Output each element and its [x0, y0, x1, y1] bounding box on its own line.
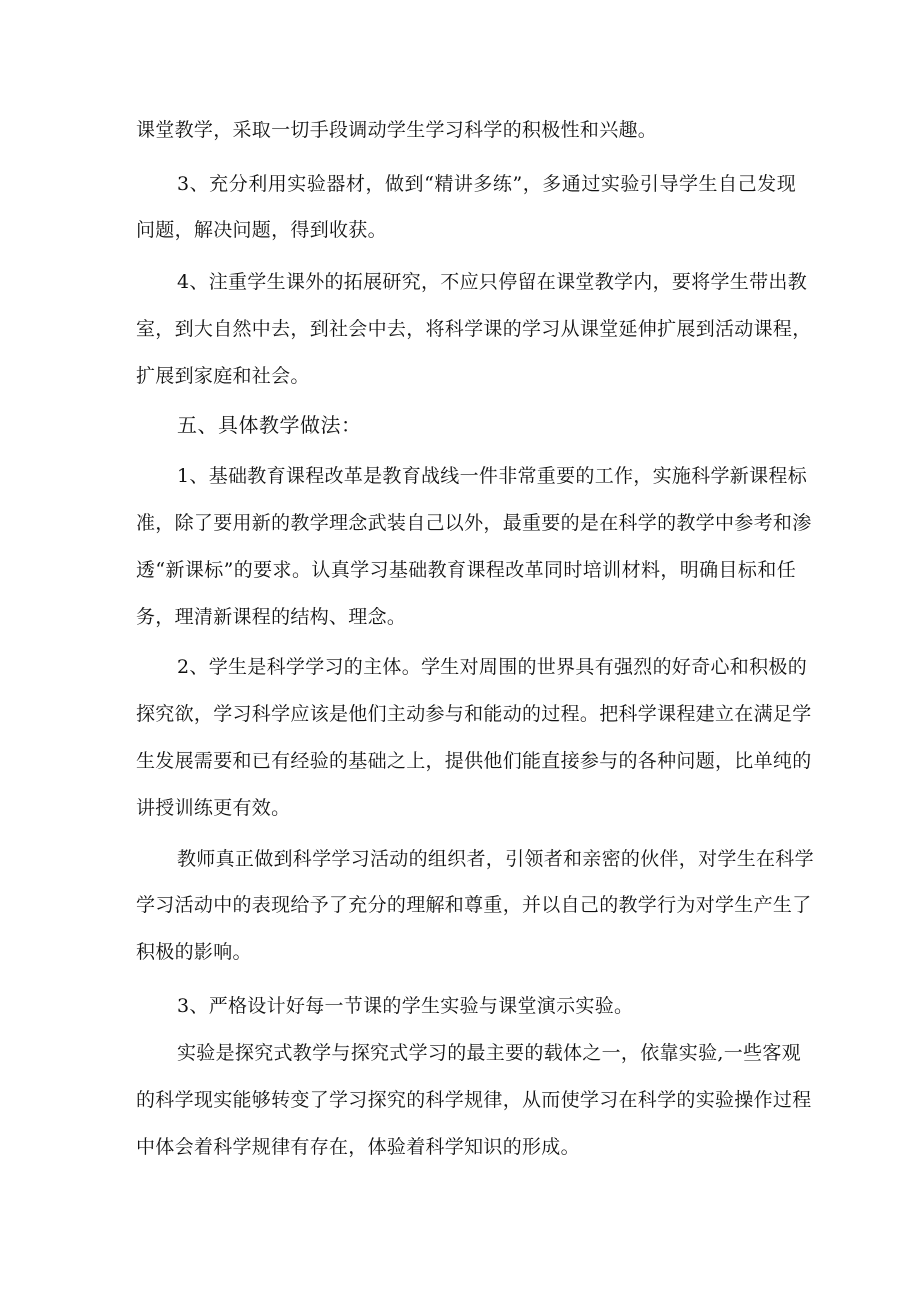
section-heading: 五、具体教学做法： [177, 413, 362, 437]
paragraph-line: 室，到大自然中去，到社会中去，将科学课的学习从课堂延伸扩展到活动课程， [136, 318, 812, 340]
paragraph-line: 2、学生是科学学习的主体。学生对周围的世界具有强烈的好奇心和积极的 [177, 656, 807, 678]
paragraph-line: 探究欲，学习科学应该是他们主动参与和能动的过程。把科学课程建立在满足学 [136, 703, 812, 725]
paragraph-line: 学习活动中的表现给予了充分的理解和尊重，并以自己的教学行为对学生产生了 [136, 894, 812, 916]
paragraph-line: 问题，解决问题，得到收获。 [136, 219, 387, 241]
paragraph-line: 准，除了要用新的教学理念武装自己以外，最重要的是在科学的教学中参考和渗 [136, 512, 812, 534]
paragraph-line: 讲授训练更有效。 [136, 797, 291, 819]
paragraph-line: 透“新课标”的要求。认真学习基础教育课程改革同时培训材料，明确目标和任 [136, 559, 796, 581]
paragraph-line: 3、严格设计好每一节课的学生实验与课堂演示实验。 [177, 995, 634, 1017]
paragraph-line: 务，理清新课程的结构、理念。 [136, 606, 407, 628]
paragraph-line: 的科学现实能够转变了学习探究的科学规律，从而使学习在科学的实验操作过程 [136, 1089, 812, 1111]
paragraph-line: 课堂教学，采取一切手段调动学生学习科学的积极性和兴趣。 [136, 119, 658, 141]
paragraph-line: 1、基础教育课程改革是教育战线一件非常重要的工作，实施科学新课程标 [177, 465, 807, 487]
paragraph-line: 实验是探究式教学与探究式学习的最主要的载体之一，依靠实验,一些客观 [177, 1042, 801, 1064]
paragraph-line: 扩展到家庭和社会。 [136, 365, 310, 387]
paragraph-line: 中体会着科学规律有存在，体验着科学知识的形成。 [136, 1136, 580, 1158]
paragraph-line: 生发展需要和已有经验的基础之上，提供他们能直接参与的各种问题，比单纯的 [136, 750, 812, 772]
paragraph-line: 4、注重学生课外的拓展研究，不应只停留在课堂教学内，要将学生带出教 [177, 271, 807, 293]
paragraph-line: 积极的影响。 [136, 941, 252, 963]
paragraph-line: 教师真正做到科学学习活动的组织者，引领者和亲密的伙伴，对学生在科学 [177, 848, 814, 870]
paragraph-line: 3、充分利用实验器材，做到“精讲多练”，多通过实验引导学生自己发现 [177, 173, 796, 195]
